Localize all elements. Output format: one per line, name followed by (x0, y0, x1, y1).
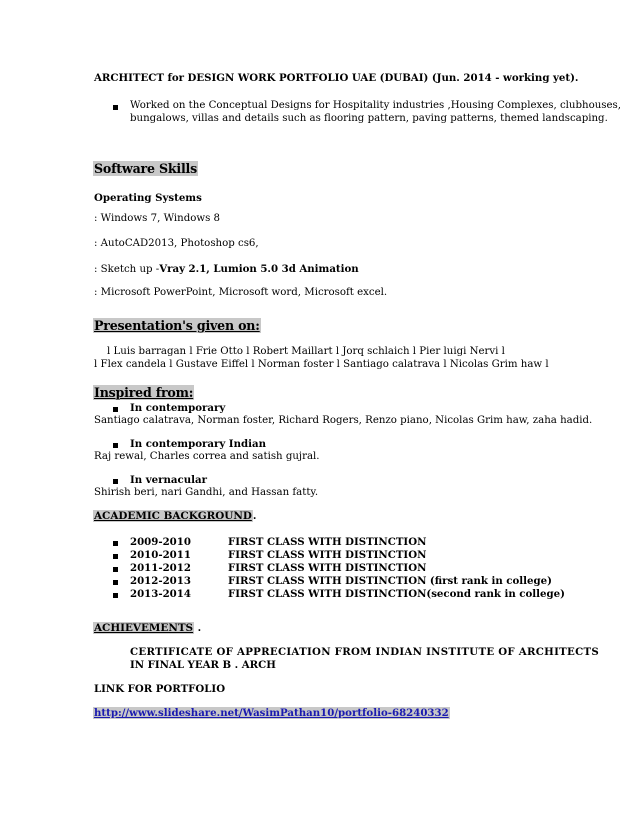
sketch-bold: Vray 2.1, Lumion 5.0 3d Animation (159, 263, 359, 275)
academic-result: FIRST CLASS WITH DISTINCTION (228, 549, 427, 561)
inspired-text: Shirish beri, nari Gandhi, and Hassan fatty. (94, 487, 319, 498)
software-item: : AutoCAD2013, Photoshop cs6, (94, 238, 259, 249)
academic-result: FIRST CLASS WITH DISTINCTION(second rank in college) (228, 588, 565, 600)
bullet-icon (113, 443, 118, 448)
bullet-icon (113, 541, 118, 546)
job-title: ARCHITECT for DESIGN WORK PORTFOLIO UAE (DUBAI) (Jun. 2014 - working yet). (94, 72, 579, 84)
academic-result: FIRST CLASS WITH DISTINCTION (228, 562, 427, 574)
academic-result: FIRST CLASS WITH DISTINCTION (228, 536, 427, 548)
bullet-icon (113, 554, 118, 559)
job-description-line-2: bungalows, villas and details such as flooring pattern, paving patterns, themed landscaping. (130, 113, 608, 124)
bullet-icon (113, 407, 118, 412)
inspired-heading: Inspired from: (94, 385, 194, 400)
bullet-icon (113, 580, 118, 585)
inspired-label: In contemporary (130, 402, 226, 414)
inspired-label: In contemporary Indian (130, 438, 266, 450)
academic-row (130, 562, 426, 574)
software-skills-heading: Software Skills (94, 161, 198, 176)
academic-years: 2012-2013 (130, 575, 191, 587)
software-item: : Windows 7, Windows 8 (94, 213, 221, 224)
academic-suffix: . (252, 510, 257, 522)
achievement-line-1: CERTIFICATE OF APPRECIATION FROM INDIAN INSTITUTE OF ARCHITECTS (130, 646, 600, 658)
academic-result: FIRST CLASS WITH DISTINCTION (first rank in college) (228, 575, 552, 587)
software-item (94, 263, 359, 275)
bullet-icon (113, 593, 118, 598)
academic-row (130, 575, 552, 587)
sketch-prefix: : Sketch up - (94, 264, 160, 275)
inspired-text: Santiago calatrava, Norman foster, Richard Rogers, Renzo piano, Nicolas Grim haw, zaha hadid. (94, 415, 593, 426)
presentations-line-2: l Flex candela l Gustave Eiffel l Norman foster l Santiago calatrava l Nicolas Grim haw l (94, 359, 549, 370)
academic-row (130, 588, 565, 600)
academic-row (130, 536, 426, 548)
bullet-icon (113, 105, 118, 110)
presentations-line-1: l Luis barragan l Frie Otto l Robert Maillart l Jorq schlaich l Pier luigi Nervi l (107, 346, 505, 357)
portfolio-label: LINK FOR PORTFOLIO (94, 683, 226, 695)
operating-systems-label: Operating Systems (94, 192, 202, 204)
achievement-line-2: IN FINAL YEAR B . ARCH (130, 659, 276, 671)
job-description-line-1: Worked on the Conceptual Designs for Hospitality industries ,Housing Complexes, clubhouses, (130, 100, 621, 111)
academic-years: 2011-2012 (130, 562, 191, 574)
academic-years: 2013-2014 (130, 588, 191, 600)
inspired-label: In vernacular (130, 474, 207, 486)
academic-years: 2010-2011 (130, 549, 191, 561)
achievements-heading-line (93, 622, 201, 634)
portfolio-link-wrap (93, 707, 450, 719)
bullet-icon (113, 479, 118, 484)
inspired-text: Raj rewal, Charles correa and satish gujral. (94, 451, 320, 462)
achievements-suffix: . (194, 622, 202, 634)
bullet-icon (113, 567, 118, 572)
academic-years: 2009-2010 (130, 536, 191, 548)
academic-heading: ACADEMIC BACKGROUND (94, 510, 252, 522)
software-item: : Microsoft PowerPoint, Microsoft word, Microsoft excel. (94, 287, 388, 298)
academic-row (130, 549, 426, 561)
achievements-heading: ACHIEVEMENTS (94, 622, 194, 634)
presentations-heading: Presentation's given on: (94, 318, 260, 333)
academic-heading-line (93, 510, 256, 522)
portfolio-link[interactable]: http://www.slideshare.net/WasimPathan10/portfolio-68240332 (94, 707, 449, 719)
